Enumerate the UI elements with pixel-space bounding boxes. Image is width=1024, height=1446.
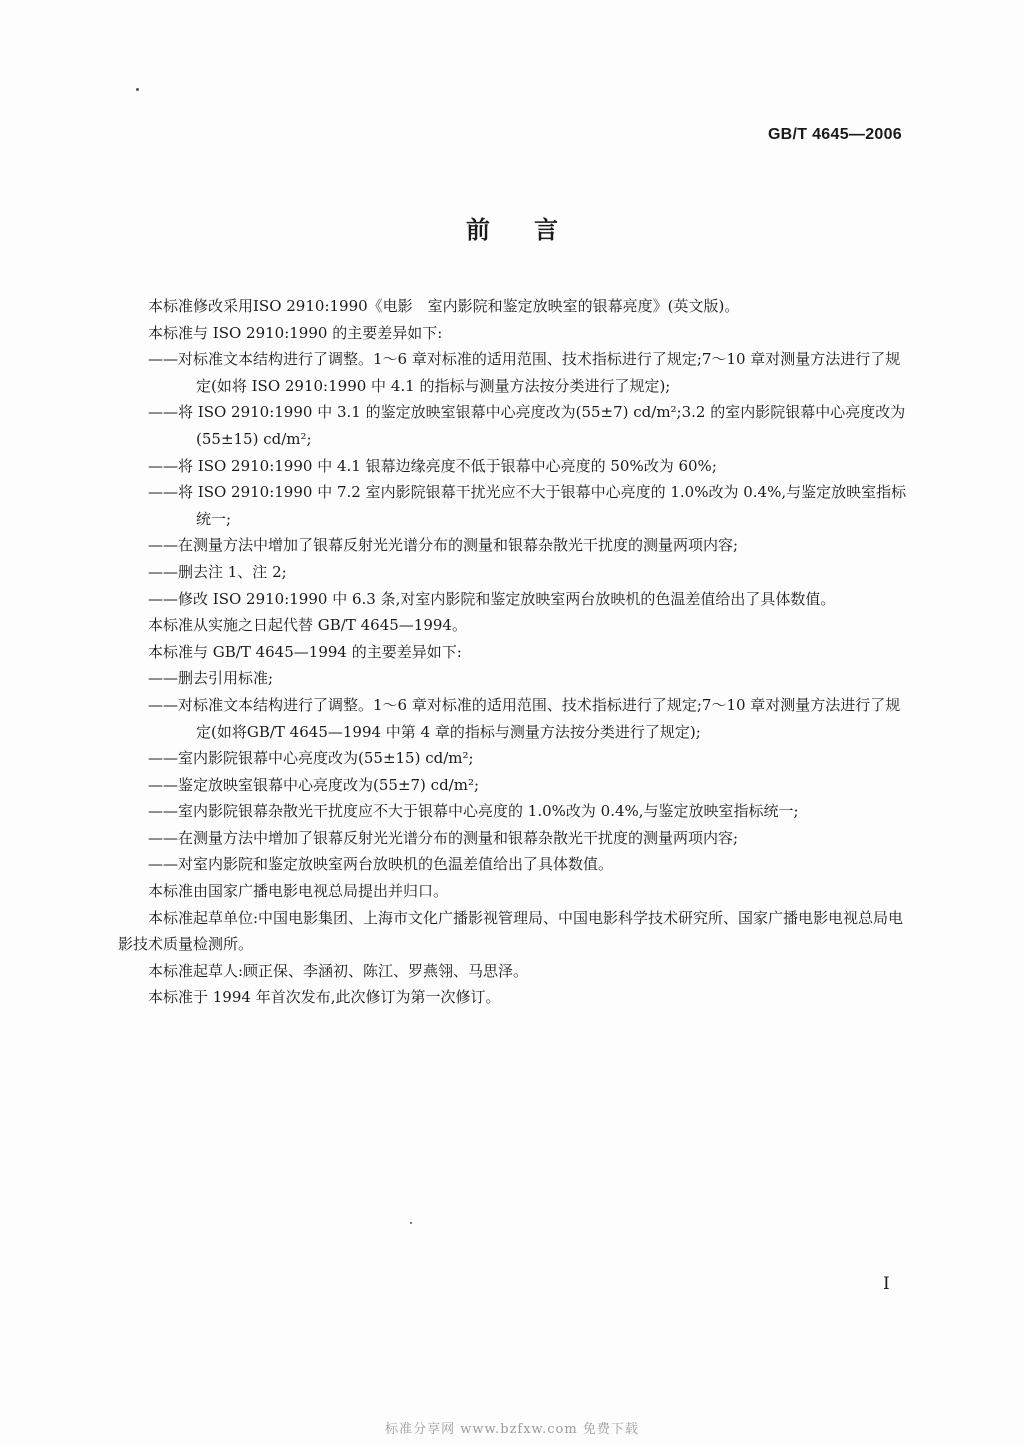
list-item: ——删去引用标准; xyxy=(148,669,274,688)
paragraph: 本标准修改采用ISO 2910:1990《电影 室内影院和鉴定放映室的银幕亮度》(英文版)。 xyxy=(148,297,740,315)
paragraph: 本标准于 1994 年首次发布,此次修订为第一次修订。 xyxy=(148,988,501,1007)
list-item: ——对标准文本结构进行了调整。1～6 章对标准的适用范围、技术指标进行了规定;7～10 章对测量方法进行了规定(如将GB/T 4645—1994 中第 4 章的指标与测量方法按分类进行了规定); xyxy=(148,695,901,741)
scan-speck xyxy=(136,88,139,91)
list-item: ——在测量方法中增加了银幕反射光光谱分布的测量和银幕杂散光干扰度的测量两项内容; xyxy=(148,536,739,555)
list-item: ——将 ISO 2910:1990 中 4.1 银幕边缘亮度不低于银幕中心亮度的 50%改为 60%; xyxy=(148,456,717,475)
paragraph: 本标准由国家广播电影电视总局提出并归口。 xyxy=(148,882,449,901)
page-title: 前言 xyxy=(466,216,602,244)
list-item: ——室内影院银幕中心亮度改为(55±15) cd/m²; xyxy=(148,749,474,768)
paragraph: 本标准从实施之日起代替 GB/T 4645—1994。 xyxy=(148,616,467,635)
paragraph: 本标准起草人:顾正保、李涵初、陈江、罗燕翎、马思泽。 xyxy=(148,961,529,980)
list-item: ——删去注 1、注 2; xyxy=(148,562,287,581)
scan-speck xyxy=(410,1222,412,1224)
list-item: ——对室内影院和鉴定放映室两台放映机的色温差值给出了具体数值。 xyxy=(148,855,614,874)
list-item: ——室内影院银幕杂散光干扰度应不大于银幕中心亮度的 1.0%改为 0.4%,与鉴定放映室指标统一; xyxy=(148,802,799,821)
list-item: ——在测量方法中增加了银幕反射光光谱分布的测量和银幕杂散光干扰度的测量两项内容; xyxy=(148,828,739,847)
list-item: ——将 ISO 2910:1990 中 7.2 室内影院银幕干扰光应不大于银幕中心亮度的 1.0%改为 0.4%,与鉴定放映室指标统一; xyxy=(148,483,907,528)
watermark: 标准分享网 www.bzfxw.com 免费下载 xyxy=(385,1422,639,1437)
document-body xyxy=(118,293,908,1011)
paragraph: 本标准与 ISO 2910:1990 的主要差异如下: xyxy=(148,323,443,342)
paragraph: 本标准起草单位:中国电影集团、上海市文化广播影视管理局、中国电影科学技术研究所、国家广播电影电视总局电影技术质量检测所。 xyxy=(118,908,904,954)
page-number: I xyxy=(883,1274,890,1294)
list-item: ——鉴定放映室银幕中心亮度改为(55±7) cd/m²; xyxy=(148,775,480,794)
list-item: ——对标准文本结构进行了调整。1～6 章对标准的适用范围、技术指标进行了规定;7～10 章对测量方法进行了规定(如将 ISO 2910:1990 中 4.1 的指标与测量方法按分类进行了规定); xyxy=(148,350,901,395)
list-item: ——修改 ISO 2910:1990 中 6.3 条,对室内影院和鉴定放映室两台放映机的色温差值给出了具体数值。 xyxy=(148,589,836,608)
standard-code: GB/T 4645—2006 xyxy=(767,126,902,143)
paragraph: 本标准与 GB/T 4645—1994 的主要差异如下: xyxy=(148,642,462,661)
list-item: ——将 ISO 2910:1990 中 3.1 的鉴定放映室银幕中心亮度改为(55±7) cd/m²;3.2 的室内影院银幕中心亮度改为(55±15) cd/m²; xyxy=(148,403,906,448)
